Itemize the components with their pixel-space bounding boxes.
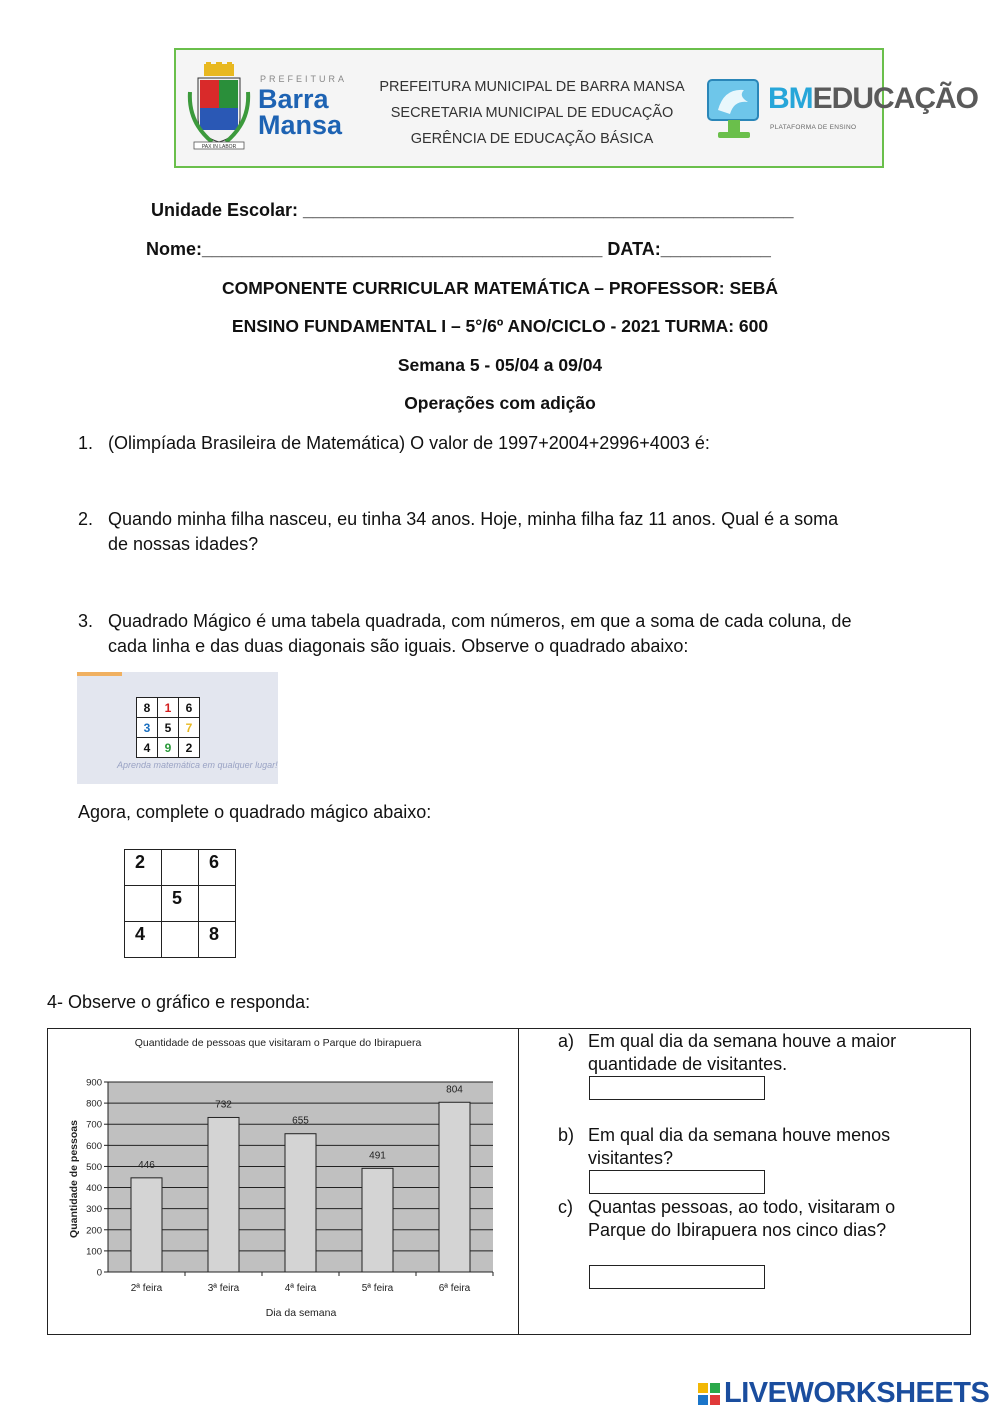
y-tick-label: 300 xyxy=(86,1204,102,1216)
example-cell: 6 xyxy=(179,698,200,718)
square-cell: 4 xyxy=(125,922,162,958)
example-cell: 4 xyxy=(137,738,158,758)
question-1-text: (Olimpíada Brasileira de Matemática) O valor de 1997+2004+2996+4003 é: xyxy=(108,433,710,453)
subquestion-b xyxy=(558,1124,958,1170)
chart-title: Quantidade de pessoas que visitaram o Parque do Ibirapuera xyxy=(134,1037,422,1049)
crest-motto: PAX IN LABOR xyxy=(201,144,237,150)
subquestion-c-line2: Parque do Ibirapuera nos cinco dias? xyxy=(588,1220,887,1240)
bm-brand-prefix: BM xyxy=(768,82,813,115)
y-tick-label: 600 xyxy=(86,1140,102,1152)
chart-bar xyxy=(439,1102,470,1272)
chart-bar xyxy=(362,1168,393,1272)
x-tick-label: 6ª feira xyxy=(438,1283,471,1294)
answer-magic-square xyxy=(124,849,236,958)
ensino-title: ENSINO FUNDAMENTAL I – 5°/6º ANO/CICLO - 2021 TURMA: 600 xyxy=(231,316,769,336)
question-3-line1: Quadrado Mágico é uma tabela quadrada, com números, em que a soma de cada coluna, de xyxy=(108,611,852,631)
square-cell-blank[interactable] xyxy=(199,886,236,922)
bar-value-label: 655 xyxy=(292,1115,309,1127)
componente-title: COMPONENTE CURRICULAR MATEMÁTICA – PROFESSOR: SEBÁ xyxy=(221,278,779,298)
bm-educacao-brand xyxy=(768,84,978,114)
x-tick-label: 4ª feira xyxy=(284,1283,317,1294)
answer-c-input[interactable] xyxy=(589,1265,765,1289)
example-magic-square xyxy=(136,697,200,758)
y-tick-label: 500 xyxy=(86,1161,102,1173)
visitors-bar-chart xyxy=(48,1029,518,1334)
subquestion-c xyxy=(558,1196,958,1242)
chart-bar xyxy=(208,1117,239,1272)
bar-value-label: 732 xyxy=(215,1099,232,1111)
x-tick-label: 5ª feira xyxy=(361,1283,394,1294)
y-tick-label: 0 xyxy=(96,1267,102,1279)
nome-data-field[interactable]: Nome:________________________________________ DATA:___________ xyxy=(146,239,771,259)
y-tick-label: 200 xyxy=(86,1225,102,1237)
example-cell: 3 xyxy=(137,718,158,738)
example-cell: 5 xyxy=(158,718,179,738)
question-4-box xyxy=(47,1028,971,1335)
square-cell-blank[interactable] xyxy=(162,850,199,886)
city-crest-icon xyxy=(186,62,252,152)
square-cell-blank[interactable] xyxy=(162,922,199,958)
image-accent-bar xyxy=(77,672,122,676)
square-cell: 6 xyxy=(199,850,236,886)
subquestion-a-letter: a) xyxy=(558,1031,575,1051)
chart-bar xyxy=(285,1134,316,1272)
example-cell: 1 xyxy=(158,698,179,718)
chart-bar xyxy=(131,1178,162,1272)
question-1-number: 1. xyxy=(78,433,94,453)
example-cell: 9 xyxy=(158,738,179,758)
subquestion-b-line2: visitantes? xyxy=(588,1148,674,1168)
box-divider xyxy=(518,1029,519,1334)
question-3-line2: cada linha e das duas diagonais são iguais. Observe o quadrado abaixo: xyxy=(108,636,689,656)
subquestion-b-line1: Em qual dia da semana houve menos xyxy=(588,1125,891,1145)
header-text xyxy=(372,74,692,152)
square-cell: 5 xyxy=(162,886,199,922)
subquestion-a-line2: quantidade de visitantes. xyxy=(588,1054,788,1074)
square-cell: 2 xyxy=(125,850,162,886)
complete-square-instruction: Agora, complete o quadrado mágico abaixo: xyxy=(78,802,432,822)
header-line-secretaria: SECRETARIA MUNICIPAL DE EDUCAÇÃO xyxy=(390,105,674,121)
question-3-number: 3. xyxy=(78,611,94,631)
question-1 xyxy=(78,431,978,456)
example-cell: 7 xyxy=(179,718,200,738)
subquestion-c-line1: Quantas pessoas, ao todo, visitaram o xyxy=(588,1197,896,1217)
y-tick-label: 400 xyxy=(86,1183,102,1195)
x-tick-label: 2ª feira xyxy=(130,1283,163,1294)
example-magic-square-image xyxy=(77,672,278,784)
question-4: 4- Observe o gráfico e responda: xyxy=(47,992,311,1012)
question-3 xyxy=(78,609,978,659)
liveworksheets-logo-icon xyxy=(698,1383,720,1405)
subquestion-c-letter: c) xyxy=(558,1197,573,1217)
question-2 xyxy=(78,507,978,557)
answer-a-input[interactable] xyxy=(589,1076,765,1100)
city-name-line1: Barra xyxy=(258,84,329,114)
question-2-number: 2. xyxy=(78,509,94,529)
question-2-line2: de nossas idades? xyxy=(108,534,259,554)
liveworksheets-brand: LIVEWORKSHEETS xyxy=(724,1377,990,1409)
bar-value-label: 491 xyxy=(369,1150,386,1162)
semana-title: Semana 5 - 05/04 a 09/04 xyxy=(397,355,603,375)
bar-value-label: 804 xyxy=(446,1084,463,1096)
answer-b-input[interactable] xyxy=(589,1170,765,1194)
header-line-gerencia: GERÊNCIA DE EDUCAÇÃO BÁSICA xyxy=(410,131,654,147)
subquestion-a-line1: Em qual dia da semana houve a maior xyxy=(588,1031,897,1051)
prefeitura-label: PREFEITURA xyxy=(260,74,348,84)
tema-title: Operações com adição xyxy=(404,393,596,413)
unidade-escolar-field[interactable]: Unidade Escolar: _________________________________________________ xyxy=(151,200,794,220)
bm-brand-suffix: EDUCAÇÃO xyxy=(812,82,978,115)
bar-value-label: 446 xyxy=(138,1159,155,1171)
subquestion-a xyxy=(558,1030,958,1076)
y-tick-label: 100 xyxy=(86,1246,102,1258)
city-name-line2: Mansa xyxy=(258,110,343,140)
image-watermark: Aprenda matemática em qualquer lugar! xyxy=(117,760,278,770)
header-line-prefeitura: PREFEITURA MUNICIPAL DE BARRA MANSA xyxy=(379,79,685,95)
x-axis-label: Dia da semana xyxy=(265,1307,337,1319)
example-cell: 8 xyxy=(137,698,158,718)
header-banner xyxy=(174,48,978,168)
y-axis-label: Quantidade de pessoas xyxy=(68,1120,80,1238)
subquestion-b-letter: b) xyxy=(558,1125,575,1145)
example-cell: 2 xyxy=(179,738,200,758)
x-tick-label: 3ª feira xyxy=(207,1283,240,1294)
question-2-line1: Quando minha filha nasceu, eu tinha 34 anos. Hoje, minha filha faz 11 anos. Qual é a soma xyxy=(108,509,839,529)
square-cell-blank[interactable] xyxy=(125,886,162,922)
y-tick-label: 800 xyxy=(86,1098,102,1110)
bm-subtitle: PLATAFORMA DE ENSINO xyxy=(770,124,857,131)
bm-monitor-icon xyxy=(704,70,764,150)
y-tick-label: 900 xyxy=(86,1077,102,1089)
y-tick-label: 700 xyxy=(86,1119,102,1131)
square-cell: 8 xyxy=(199,922,236,958)
